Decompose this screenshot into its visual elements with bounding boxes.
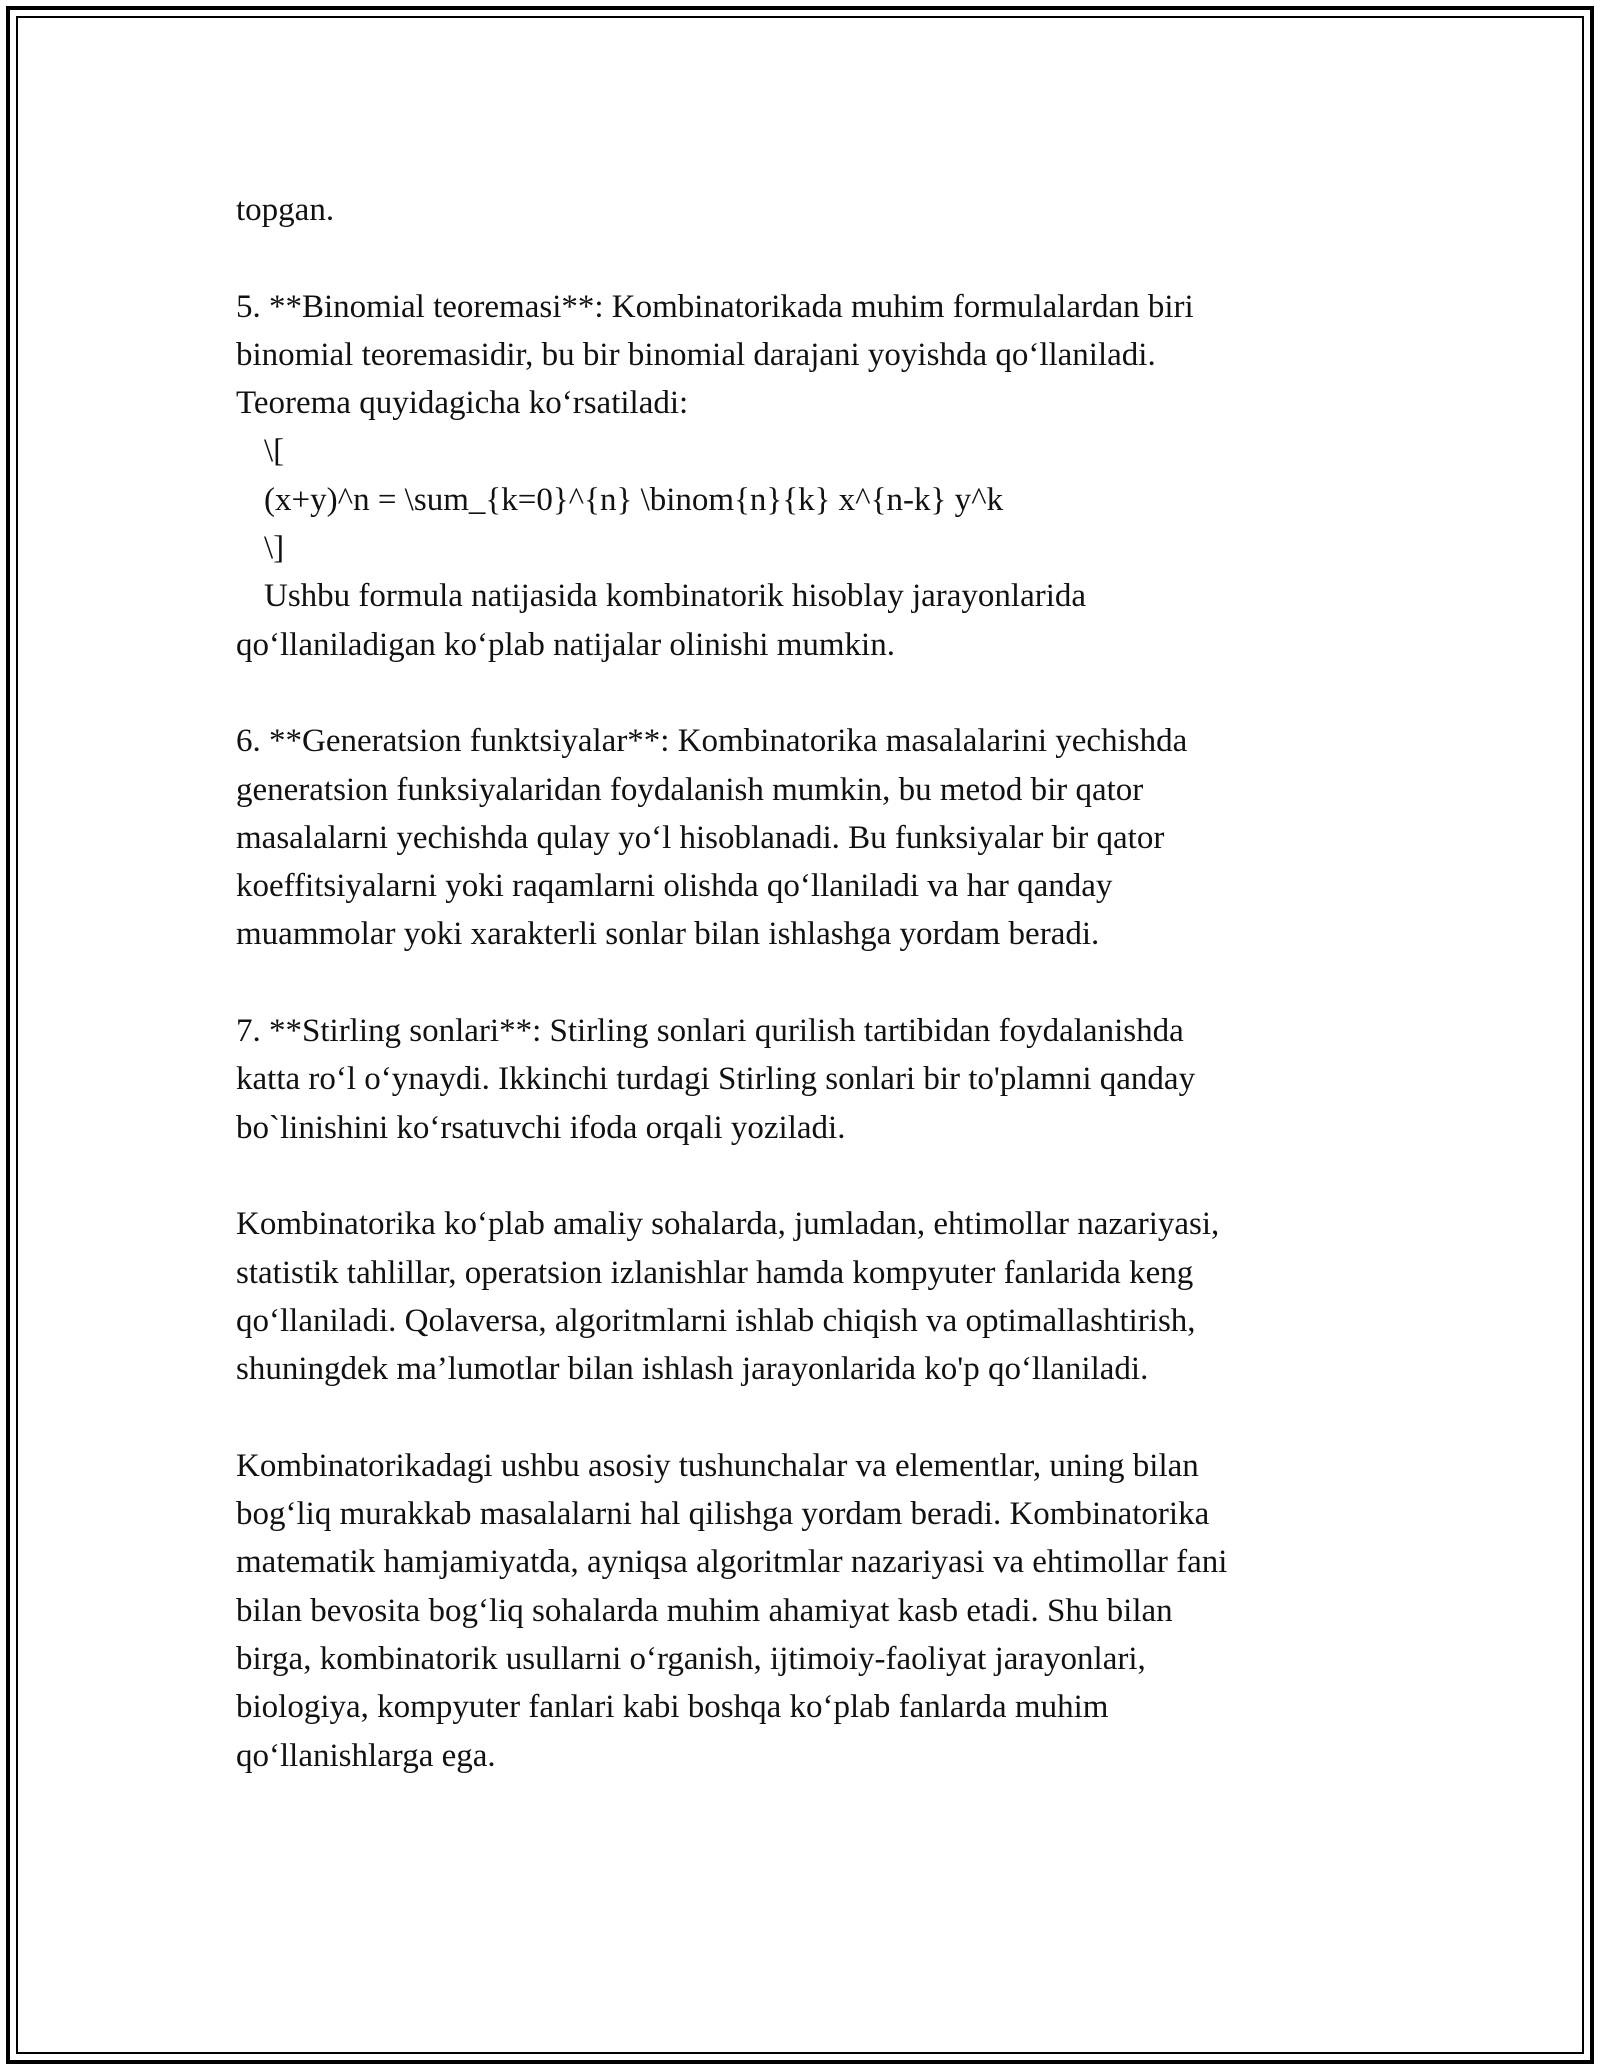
text-line: katta ro‘l o‘ynaydi. Ikkinchi turdagi Stirling sonlari bir to'plamni qanday — [236, 1061, 1196, 1098]
blank-line — [236, 669, 1376, 717]
paragraph-conclusion-line: Kombinatorikadagi ushbu asosiy tushunchalar va elementlar, uning bilan — [236, 1447, 1199, 1484]
binomial-formula: (x+y)^n = \sum_{k=0}^{n} \binom{n}{k} x^{n-k} y^k — [264, 481, 1004, 518]
formula-close: \] — [264, 530, 285, 567]
text-line: bilan bevosita bog‘liq sohalarda muhim ahamiyat kasb etadi. Shu bilan — [236, 1592, 1173, 1629]
text-line: Ushbu formula natijasida kombinatorik hisoblay jarayonlarida — [264, 578, 1087, 615]
document-body — [236, 186, 1376, 1780]
text-line: koeffitsiyalarni yoki raqamlarni olishda qo‘llaniladi va har qanday — [236, 868, 1113, 905]
text-line: qo‘llaniladigan ko‘plab natijalar olinishi mumkin. — [236, 626, 895, 663]
blank-line — [236, 234, 1376, 282]
text-line: qo‘llaniladi. Qolaversa, algoritmlarni ishlab chiqish va optimallashtirish, — [236, 1302, 1196, 1339]
text-line: matematik hamjamiyatda, ayniqsa algoritmlar nazariyasi va ehtimollar fani — [236, 1544, 1228, 1581]
text-line: bog‘liq murakkab masalalarni hal qilishga yordam beradi. Kombinatorika — [236, 1496, 1210, 1533]
paragraph-applications-line: Kombinatorika ko‘plab amaliy sohalarda, jumladan, ehtimollar nazariyasi, — [236, 1206, 1220, 1243]
text-line: shuningdek ma’lumotlar bilan ishlash jarayonlarida ko'p qo‘llaniladi. — [236, 1351, 1149, 1388]
blank-line — [236, 959, 1376, 1007]
text-line: topgan. — [236, 192, 335, 228]
blank-line — [236, 1393, 1376, 1441]
text-line: biologiya, kompyuter fanlari kabi boshqa ko‘plab fanlarda muhim — [236, 1689, 1109, 1726]
text-line: masalalarni yechishda qulay yo‘l hisoblanadi. Bu funksiyalar bir qator — [236, 819, 1165, 856]
text-line: bo`linishini ko‘rsatuvchi ifoda orqali yoziladi. — [236, 1109, 846, 1146]
text-line: binomial teoremasidir, bu bir binomial darajani yoyishda qo‘llaniladi. — [236, 336, 1156, 373]
formula-open: \[ — [264, 433, 285, 470]
text-line: Teorema quyidagicha ko‘rsatiladi: — [236, 385, 689, 422]
text-line: muammolar yoki xarakterli sonlar bilan ishlashga yordam beradi. — [236, 916, 1100, 953]
text-line: statistik tahlillar, operatsion izlanishlar hamda kompyuter fanlarida keng — [236, 1254, 1194, 1291]
blank-line — [236, 1152, 1376, 1200]
section-5-heading-line: 5. **Binomial teoremasi**: Kombinatorikada muhim formulalardan biri — [236, 288, 1194, 325]
section-6-heading-line: 6. **Generatsion funktsiyalar**: Kombinatorika masalalarini yechishda — [236, 723, 1188, 760]
text-line: birga, kombinatorik usullarni o‘rganish, ijtimoiy-faoliyat jarayonlari, — [236, 1640, 1146, 1677]
text-line: generatsion funksiyalaridan foydalanish mumkin, bu metod bir qator — [236, 771, 1144, 808]
text-line: qo‘llanishlarga ega. — [236, 1737, 496, 1774]
section-7-heading-line: 7. **Stirling sonlari**: Stirling sonlari qurilish tartibidan foydalanishda — [236, 1013, 1184, 1050]
